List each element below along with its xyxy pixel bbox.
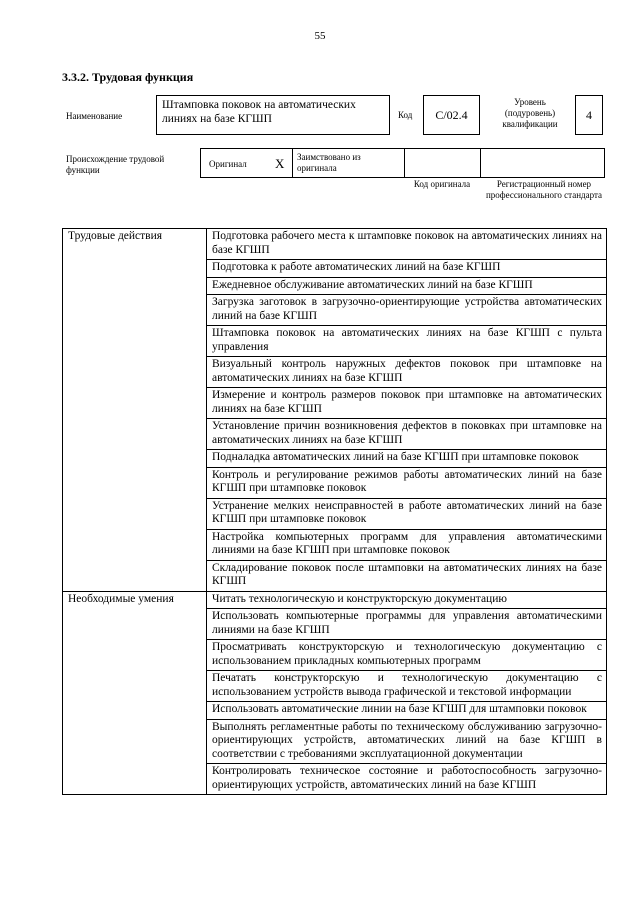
item-cell: Читать технологическую и конструкторскую документацию xyxy=(207,591,607,609)
table-row xyxy=(63,229,607,260)
functions-table xyxy=(62,228,607,795)
item-cell: Просматривать конструкторскую и технологическую документацию с использованием прикладных компьютерных программ xyxy=(207,640,607,671)
item-cell: Контролировать техническое состояние и работоспособность загрузочно-ориентирующих устройств, автоматических линий на базе КГШП xyxy=(207,764,607,795)
item-cell: Печатать конструкторскую и технологическую документацию с использованием устройств вывода графической и текстовой информации xyxy=(207,671,607,702)
item-cell: Загрузка заготовок в загрузочно-ориентирующие устройства автоматических линий на базе КГШП xyxy=(207,295,607,326)
table-row xyxy=(63,591,607,609)
category-cell: Трудовые действия xyxy=(63,229,207,592)
code-label: Код xyxy=(398,110,413,120)
function-code-box: С/02.4 xyxy=(423,95,480,135)
code-original-cell xyxy=(404,149,480,177)
qualification-level-box: 4 xyxy=(575,95,603,135)
item-cell: Устранение мелких неисправностей в работе автоматических линий на базе КГШП при штамповке поковок xyxy=(207,498,607,529)
origin-table xyxy=(200,148,605,178)
item-cell: Подготовка рабочего места к штамповке поковок на автоматических линиях на базе КГШП xyxy=(207,229,607,260)
item-cell: Штамповка поковок на автоматических линиях на базе КГШП с пульта управления xyxy=(207,326,607,357)
reg-number-label: Регистрационный номер профессионального стандарта xyxy=(485,179,603,200)
item-cell: Контроль и регулирование режимов работы автоматических линий на базе КГШП при штамповке поковок xyxy=(207,467,607,498)
reg-number-cell xyxy=(480,149,606,177)
item-cell: Использовать компьютерные программы для управления автоматическими линиями на базе КГШП xyxy=(207,609,607,640)
item-cell: Ежедневное обслуживание автоматических линий на базе КГШП xyxy=(207,277,607,295)
item-cell: Выполнять регламентные работы по техническому обслуживанию загрузочно-ориентирующих устройств, автоматических линий на базе КГШП в соответствии с требованиями эксплуатационной документации xyxy=(207,719,607,764)
item-cell: Подналадка автоматических линий на базе КГШП при штамповке поковок xyxy=(207,450,607,468)
item-cell: Установление причин возникновения дефектов в поковках при штамповке на автоматических линиях на базе КГШП xyxy=(207,419,607,450)
original-label: Оригинал xyxy=(209,159,247,169)
category-cell: Необходимые умения xyxy=(63,591,207,795)
function-name-box: Штамповка поковок на автоматических линиях на базе КГШП xyxy=(156,95,390,135)
borrowed-label: Заимствовано из оригинала xyxy=(297,152,361,173)
level-label: Уровень (подуровень) квалификации xyxy=(502,97,558,129)
original-mark: X xyxy=(275,156,285,171)
item-cell: Складирование поковок после штамповки на автоматических линиях на базе КГШП xyxy=(207,560,607,591)
item-cell: Визуальный контроль наружных дефектов поковок при штамповке на автоматических линиях на базе КГШП xyxy=(207,357,607,388)
name-label: Наименование xyxy=(66,111,123,121)
borrowed-cell xyxy=(292,149,404,177)
code-original-label: Код оригинала xyxy=(413,179,471,189)
item-cell: Настройка компьютерных программ для управления автоматическими линиями на базе КГШП при штамповке поковок xyxy=(207,529,607,560)
item-cell: Подготовка к работе автоматических линий на базе КГШП xyxy=(207,260,607,278)
origin-label: Происхождение трудовой функции xyxy=(66,154,165,175)
section-title: 3.3.2. Трудовая функция xyxy=(62,70,194,84)
item-cell: Использовать автоматические линии на базе КГШП для штамповки поковок xyxy=(207,702,607,720)
item-cell: Измерение и контроль размеров поковок при штамповке на автоматических линиях на базе КГШП xyxy=(207,388,607,419)
page-number: 55 xyxy=(314,30,326,42)
